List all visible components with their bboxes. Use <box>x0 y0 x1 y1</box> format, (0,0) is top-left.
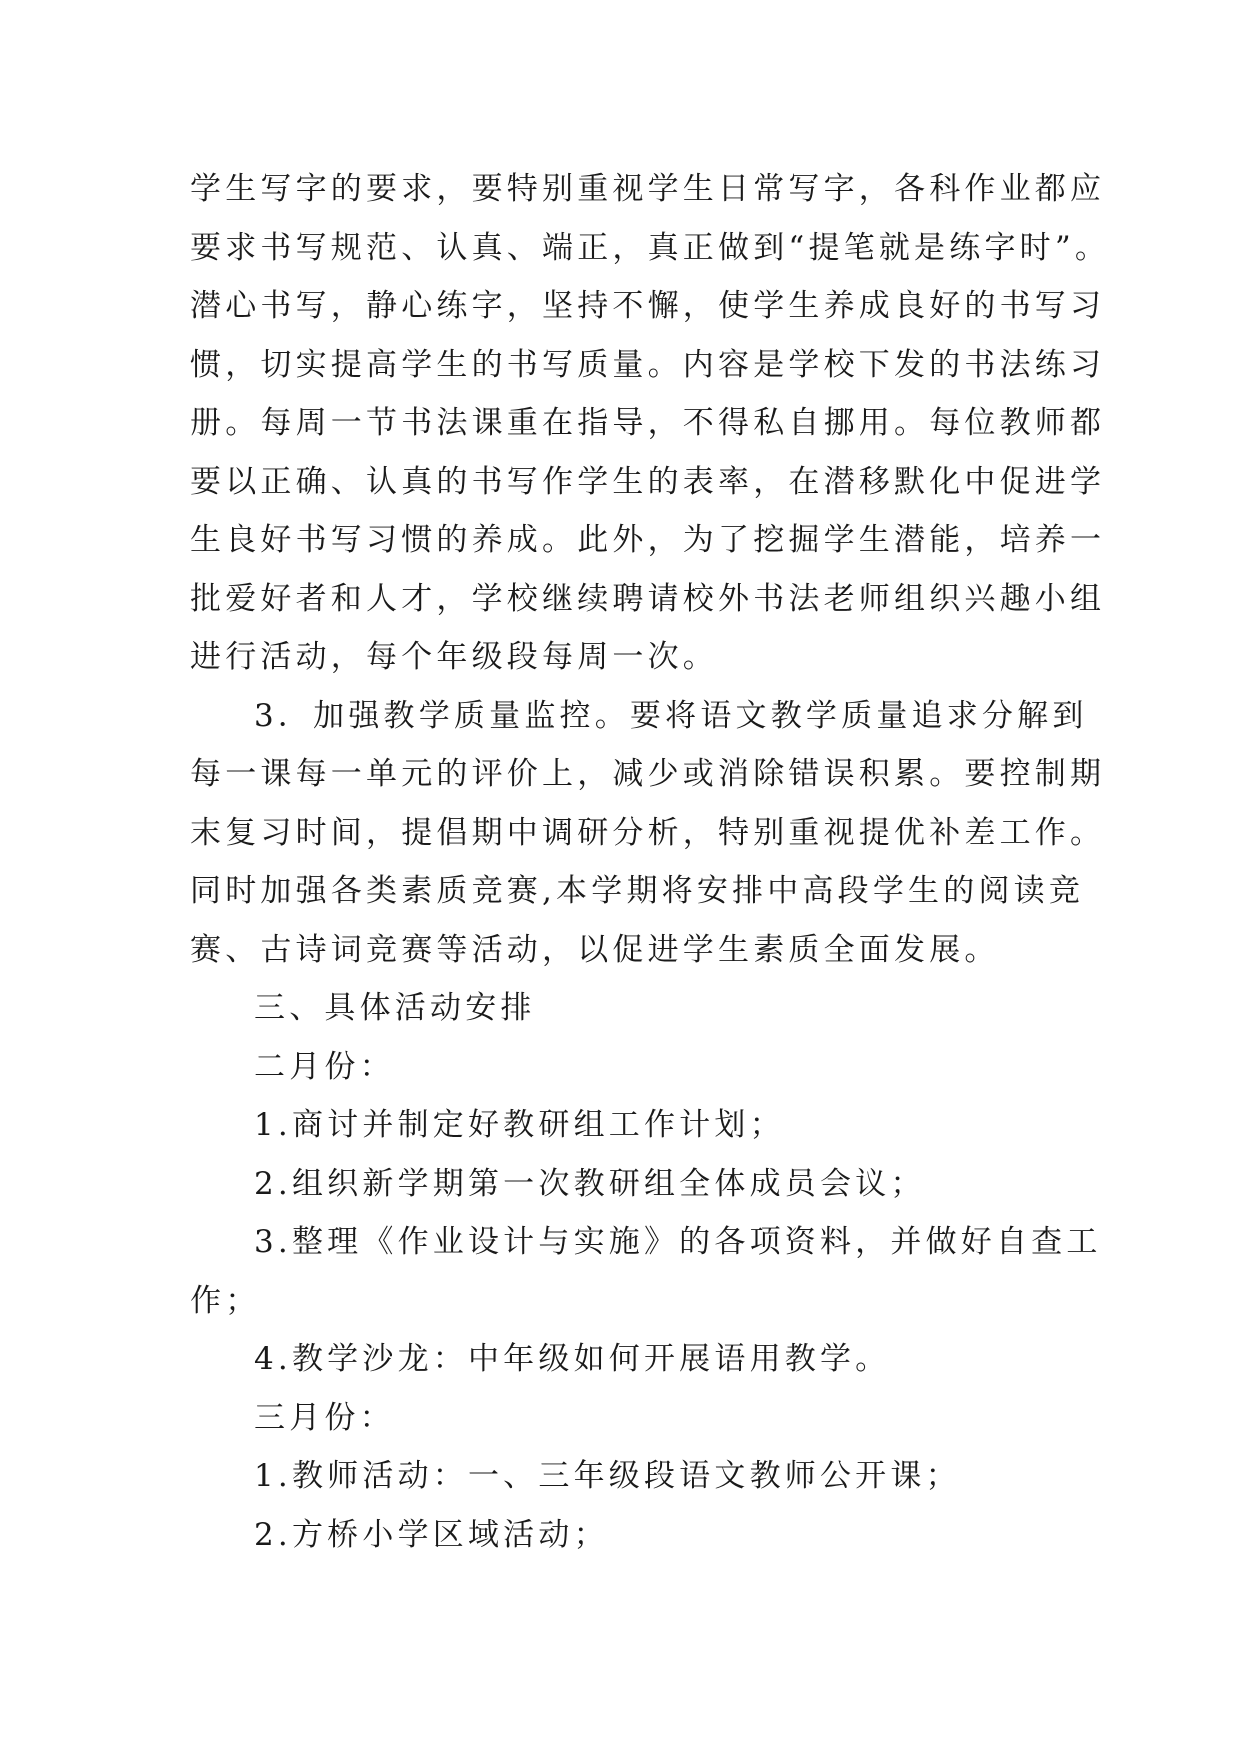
text-line-14: 赛、古诗词竞赛等活动，以促进学生素质全面发展。 <box>190 931 1000 968</box>
section-heading: 三、具体活动安排 <box>254 990 536 1026</box>
list-item: 1.商讨并制定好教研组工作计划； <box>254 1107 785 1143</box>
list-item: 2.方桥小学区域活动； <box>254 1516 609 1553</box>
text-line-4: 惯，切实提高学生的书写质量。内容是学校下发的书法练习 <box>190 346 1106 383</box>
text-line-3: 潜心书写，静心练字，坚持不懈，使学生养成良好的书写习 <box>190 288 1106 324</box>
text-line-8: 批爱好者和人才，学校继续聘请校外书法老师组织兴趣小组 <box>190 580 1106 617</box>
list-item: 4.教学沙龙：中年级如何开展语用教学。 <box>254 1341 891 1377</box>
month-heading-february: 二月份： <box>254 1048 395 1085</box>
list-item-continuation: 作； <box>190 1282 261 1319</box>
text-line-1: 学生写字的要求，要特别重视学生日常写字，各科作业都应 <box>190 171 1106 207</box>
list-item: 3.整理《作业设计与实施》的各项资料，并做好自查工 <box>254 1224 1102 1260</box>
text-line-5: 册。每周一节书法课重在指导，不得私自挪用。每位教师都 <box>190 405 1106 441</box>
list-item: 2.组织新学期第一次教研组全体成员会议； <box>254 1165 926 1202</box>
text-line-9: 进行活动，每个年级段每周一次。 <box>190 639 718 675</box>
document-body <box>190 160 1111 1564</box>
text-line-10: 3．加强教学质量监控。要将语文教学质量追求分解到 <box>254 697 1088 734</box>
text-line-6: 要以正确、认真的书写作学生的表率，在潜移默化中促进学 <box>190 463 1106 500</box>
month-heading-march: 三月份： <box>254 1399 395 1436</box>
text-line-13: 同时加强各类素质竞赛,本学期将安排中高段学生的阅读竞 <box>190 873 1085 909</box>
text-line-11: 每一课每一单元的评价上，减少或消除错误积累。要控制期 <box>190 756 1106 792</box>
list-item: 1.教师活动：一、三年级段语文教师公开课； <box>254 1458 961 1494</box>
text-line-7: 生良好书写习惯的养成。此外，为了挖掘学生潜能，培养一 <box>190 522 1106 558</box>
text-line-12: 末复习时间，提倡期中调研分析，特别重视提优补差工作。 <box>190 814 1106 851</box>
text-line-2: 要求书写规范、认真、端正，真正做到“提笔就是练字时”。 <box>190 229 1111 266</box>
